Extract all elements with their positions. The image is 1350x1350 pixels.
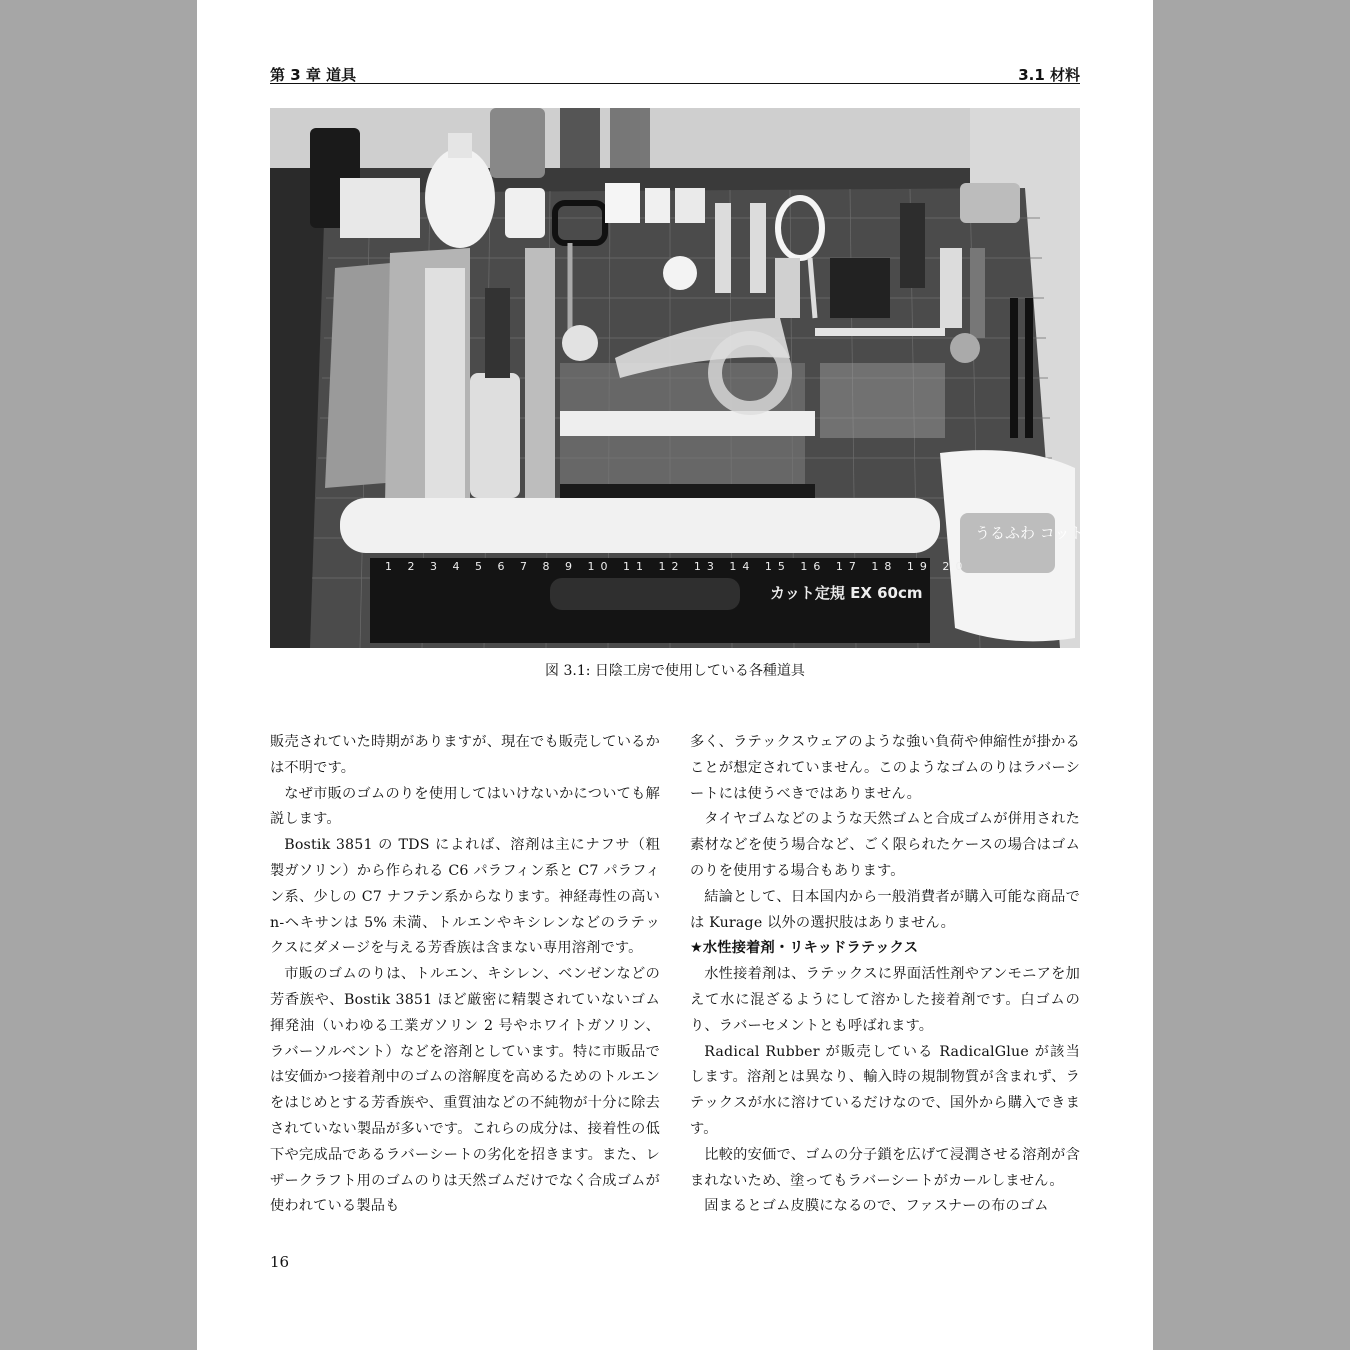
- book-page: [197, 0, 1153, 1350]
- paragraph: 結論として、日本国内から一般消費者が購入可能な商品では Kurage 以外の選択肢はありません。: [690, 888, 1080, 931]
- running-head: [270, 66, 1080, 84]
- paragraph: タイヤゴムなどのような天然ゴムと合成ゴムが併用された素材などを使う場合など、ごく限られたケースの場合はゴムのりを使用する場合もあります。: [690, 811, 1080, 879]
- section-heading: ★水性接着剤・リキッドラテックス: [690, 940, 919, 957]
- paragraph: 多く、ラテックスウェアのような強い負荷や伸縮性が掛かることが想定されていません。このようなゴムのりはラバーシートには使うべきではありません。: [690, 734, 1080, 802]
- paragraph: Radical Rubber が販売している RadicalGlue が該当します。溶剤とは異なり、輸入時の規制物質が含まれず、ラテックスが水に溶けているだけなので、国外から購入できます。: [690, 1043, 1080, 1137]
- paragraph: 水性接着剤は、ラテックスに界面活性剤やアンモニアを加えて水に混ざるようにして溶かした接着剤です。白ゴムのり、ラバーセメントとも呼ばれます。: [690, 966, 1080, 1034]
- ruler-brand-label: カット定規 EX 60cm: [770, 584, 923, 602]
- paragraph: なぜ市販のゴムのりを使用してはいけないかについても解説します。: [270, 785, 660, 828]
- paragraph: 販売されていた時期がありますが、現在でも販売しているかは不明です。: [270, 734, 660, 776]
- chapter-title: 第 3 章 道具: [270, 66, 357, 84]
- paragraph: Bostik 3851 の TDS によれば、溶剤は主にナフサ（粗製ガソリン）から作られる C6 パラフィン系と C7 パラフィン系、少しの C7 ナフテン系からなります。神経毒性の高い n-ヘキサンは 5% 未満、トルエンやキシレンなどのラテックスにダメージを与える芳香族は含まない専用溶剤です。: [270, 837, 660, 957]
- paragraph: 市販のゴムのりは、トルエン、キシレン、ベンゼンなどの芳香族や、Bostik 3851 ほど厳密に精製されていないゴム揮発油（いわゆる工業ガソリン 2 号やホワイトガソリン、ラバーソルベント）などを溶剤としています。特に市販品では安価かつ接着剤中のゴムの溶解度を高めるためのトルエンをはじめとする芳香族や、重質油などの不純物が十分に除去されていない製品が多いです。これらの成分は、接着性の低下や完成品であるラバーシートの劣化を招きます。また、レザークラフト用のゴムのりは天然ゴムだけでなく合成ゴムが使われている製品も: [270, 966, 660, 1215]
- paragraph: 比較的安価で、ゴムの分子鎖を広げて浸潤させる溶剤が含まれないため、塗ってもラバーシートがカールしません。: [690, 1146, 1080, 1189]
- section-title: 3.1 材料: [1018, 66, 1080, 84]
- figure-caption: 図 3.1: 日陰工房で使用している各種道具: [545, 663, 805, 679]
- page-number: 16: [270, 1253, 290, 1271]
- ruler-numbers: 1 2 3 4 5 6 7 8 9 10 11 12 13 14 15 16 17 18 19 20: [385, 560, 969, 573]
- right-column: [690, 730, 1080, 1220]
- cotton-bag-label: うるふわ コットン: [975, 524, 1100, 542]
- left-column: [270, 730, 660, 1220]
- tools-photo: [270, 108, 1100, 648]
- paragraph: 固まるとゴム皮膜になるので、ファスナーの布のゴム: [704, 1198, 1049, 1215]
